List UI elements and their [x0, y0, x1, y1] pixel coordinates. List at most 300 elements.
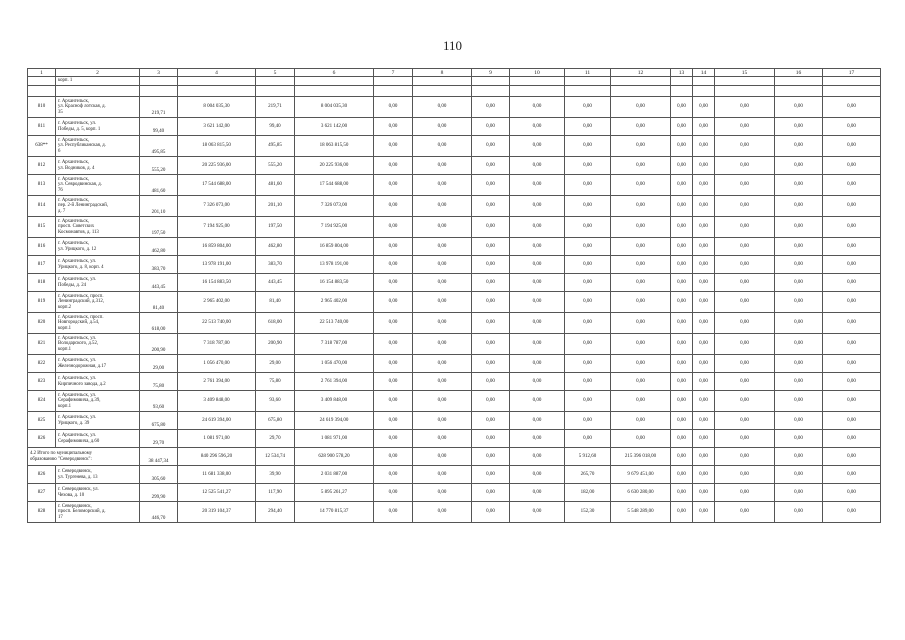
address-cell: г. Архангельск, ул. Урицкого, д. 39 [56, 412, 140, 430]
area-cell: 618,00 [140, 313, 178, 334]
value-cell: 0,00 [374, 217, 413, 238]
value-cell: 0,00 [715, 196, 775, 217]
value-cell: 17 544 688,00 [178, 175, 256, 196]
column-number: 16 [775, 69, 823, 77]
value-cell: 0,00 [775, 97, 823, 118]
address-cell: г. Архангельск, ул. Водников, д. 4 [56, 157, 140, 175]
table-cell [611, 77, 671, 86]
value-cell: 0,00 [510, 274, 565, 292]
value-cell: 0,00 [775, 430, 823, 448]
column-number: 2 [56, 69, 140, 77]
value-cell: 0,00 [472, 373, 510, 391]
value-cell: 2 761 394,00 [178, 373, 256, 391]
value-cell: 0,00 [510, 292, 565, 313]
table-row [28, 334, 881, 355]
value-cell: 0,00 [510, 412, 565, 430]
area-cell: 81,40 [140, 292, 178, 313]
table-cell [178, 86, 256, 97]
value-cell: 0,00 [565, 196, 611, 217]
value-cell: 0,00 [374, 292, 413, 313]
value-cell: 0,00 [510, 430, 565, 448]
value-cell: 8 004 035,30 [178, 97, 256, 118]
value-cell: 0,00 [374, 136, 413, 157]
address-cell: г. Архангельск, ул. Победы, д. 24 [56, 274, 140, 292]
value-cell: 0,00 [472, 274, 510, 292]
value-cell: 0,00 [611, 430, 671, 448]
value-cell: 20 225 936,00 [178, 157, 256, 175]
table-row [28, 97, 881, 118]
value-cell: 0,00 [510, 466, 565, 484]
table-cell [140, 86, 178, 97]
value-cell: 0,00 [565, 217, 611, 238]
value-cell: 0,00 [510, 391, 565, 412]
row-id: 811 [28, 118, 56, 136]
address-cell: г. Архангельск, просп. Ленинградский, д.312, корп.2 [56, 292, 140, 313]
row-id: 820 [28, 313, 56, 334]
value-cell: 0,00 [611, 97, 671, 118]
value-cell: 0,00 [611, 175, 671, 196]
area-cell: 200,90 [140, 334, 178, 355]
value-cell: 0,00 [693, 292, 715, 313]
address-cell: г. Архангельск, ул. Севродвинская, д. 76 [56, 175, 140, 196]
address-cell: г. Северодвинск, просп. Беломорский, д. 17 [56, 502, 140, 523]
value-cell: 13 978 191,00 [295, 256, 374, 274]
table-row [28, 502, 881, 523]
value-cell: 0,00 [374, 466, 413, 484]
table-row [28, 484, 881, 502]
value-cell: 0,00 [693, 97, 715, 118]
value-cell: 0,00 [413, 196, 472, 217]
value-cell: 0,00 [693, 238, 715, 256]
value-cell: 2 965 402,00 [295, 292, 374, 313]
value-cell: 0,00 [693, 274, 715, 292]
value-cell: 0,00 [374, 448, 413, 466]
value-cell: 0,00 [775, 136, 823, 157]
value-cell: 0,00 [510, 97, 565, 118]
value-cell: 0,00 [775, 238, 823, 256]
value-cell: 0,00 [472, 175, 510, 196]
value-cell: 0,00 [671, 502, 693, 523]
value-cell: 81,40 [256, 292, 295, 313]
value-cell: 20 225 936,00 [295, 157, 374, 175]
table-row [28, 313, 881, 334]
value-cell: 840 296 596,20 [178, 448, 256, 466]
column-number: 12 [611, 69, 671, 77]
value-cell: 0,00 [715, 430, 775, 448]
value-cell: 0,00 [775, 412, 823, 430]
value-cell: 0,00 [413, 136, 472, 157]
value-cell: 0,00 [611, 355, 671, 373]
blank-row [28, 86, 881, 97]
value-cell: 462,80 [256, 238, 295, 256]
value-cell: 0,00 [715, 256, 775, 274]
value-cell: 0,00 [611, 373, 671, 391]
value-cell: 0,00 [413, 448, 472, 466]
area-cell: 675,80 [140, 412, 178, 430]
value-cell: 0,00 [715, 175, 775, 196]
row-id: 826 [28, 466, 56, 484]
table-cell [510, 86, 565, 97]
table-cell [823, 86, 881, 97]
value-cell: 0,00 [510, 373, 565, 391]
column-number: 1 [28, 69, 56, 77]
value-cell: 0,00 [775, 313, 823, 334]
value-cell: 22 513 740,00 [295, 313, 374, 334]
value-cell: 0,00 [775, 175, 823, 196]
column-number: 5 [256, 69, 295, 77]
value-cell: 0,00 [823, 412, 881, 430]
row-id: 822 [28, 355, 56, 373]
value-cell: 0,00 [671, 412, 693, 430]
value-cell: 675,80 [256, 412, 295, 430]
value-cell: 5 895 261,27 [295, 484, 374, 502]
value-cell: 0,00 [693, 355, 715, 373]
value-cell: 3 621 142,00 [295, 118, 374, 136]
value-cell: 29,00 [256, 355, 295, 373]
value-cell: 0,00 [823, 136, 881, 157]
table-cell [715, 86, 775, 97]
row-id: 826 [28, 430, 56, 448]
data-table [27, 68, 881, 523]
value-cell: 13 978 191,00 [178, 256, 256, 274]
table-cell [611, 86, 671, 97]
row-id: 825 [28, 412, 56, 430]
value-cell: 0,00 [374, 175, 413, 196]
value-cell: 0,00 [472, 136, 510, 157]
value-cell: 0,00 [693, 313, 715, 334]
value-cell: 383,70 [256, 256, 295, 274]
value-cell: 0,00 [823, 292, 881, 313]
value-cell: 0,00 [472, 157, 510, 175]
value-cell: 0,00 [693, 196, 715, 217]
value-cell: 0,00 [693, 448, 715, 466]
value-cell: 0,00 [715, 118, 775, 136]
value-cell: 0,00 [472, 448, 510, 466]
value-cell: 0,00 [775, 292, 823, 313]
value-cell: 0,00 [671, 448, 693, 466]
table-row [28, 466, 881, 484]
table-row [28, 238, 881, 256]
table-cell [823, 77, 881, 86]
value-cell: 0,00 [693, 256, 715, 274]
table-row [28, 136, 881, 157]
value-cell: 0,00 [715, 292, 775, 313]
value-cell: 6 630 280,00 [611, 484, 671, 502]
value-cell: 0,00 [775, 217, 823, 238]
table-cell [413, 86, 472, 97]
table-cell [295, 77, 374, 86]
address-cell: г. Архангельск, ул. Республиканская, д. 6 [56, 136, 140, 157]
value-cell: 16 859 804,00 [178, 238, 256, 256]
address-cell: г. Северодвинск, ул. Чехова, д. 10 [56, 484, 140, 502]
value-cell: 0,00 [671, 292, 693, 313]
continuation-row [28, 77, 881, 86]
address-cell: г. Архангельск, ул. Урицкого, д. 8, корп. 4 [56, 256, 140, 274]
value-cell: 0,00 [693, 136, 715, 157]
value-cell: 0,00 [413, 334, 472, 355]
value-cell: 0,00 [715, 274, 775, 292]
value-cell: 0,00 [715, 355, 775, 373]
value-cell: 0,00 [693, 373, 715, 391]
value-cell: 1 081 971,00 [295, 430, 374, 448]
address-cell: г. Архангельск, ул. Урицкого, д. 12 [56, 238, 140, 256]
value-cell: 0,00 [823, 157, 881, 175]
table-row [28, 196, 881, 217]
row-id: 819 [28, 292, 56, 313]
table-cell [775, 86, 823, 97]
value-cell: 0,00 [611, 196, 671, 217]
table-cell [140, 77, 178, 86]
value-cell: 0,00 [413, 466, 472, 484]
value-cell: 0,00 [510, 355, 565, 373]
value-cell: 0,00 [671, 355, 693, 373]
table-cell [56, 86, 140, 97]
table-cell [715, 77, 775, 86]
column-number: 9 [472, 69, 510, 77]
value-cell: 0,00 [413, 97, 472, 118]
value-cell: 0,00 [693, 484, 715, 502]
value-cell: 7 318 787,00 [295, 334, 374, 355]
value-cell: 0,00 [472, 118, 510, 136]
value-cell: 0,00 [413, 274, 472, 292]
table-cell [374, 77, 413, 86]
value-cell: 265,70 [565, 466, 611, 484]
value-cell: 0,00 [715, 373, 775, 391]
value-cell: 0,00 [374, 373, 413, 391]
value-cell: 200,90 [256, 334, 295, 355]
value-cell: 0,00 [671, 313, 693, 334]
value-cell: 0,00 [565, 157, 611, 175]
value-cell: 197,50 [256, 217, 295, 238]
value-cell: 0,00 [510, 502, 565, 523]
value-cell: 0,00 [775, 484, 823, 502]
table-cell [472, 86, 510, 97]
value-cell: 0,00 [472, 355, 510, 373]
table-cell [775, 77, 823, 86]
table-row [28, 355, 881, 373]
address-cell: корп. 1 [56, 77, 140, 86]
value-cell: 20 319 104,37 [178, 502, 256, 523]
row-id: 810 [28, 97, 56, 118]
table-cell [256, 86, 295, 97]
value-cell: 0,00 [472, 502, 510, 523]
value-cell: 0,00 [715, 448, 775, 466]
value-cell: 0,00 [413, 391, 472, 412]
table-row [28, 175, 881, 196]
table-cell [374, 86, 413, 97]
value-cell: 0,00 [775, 274, 823, 292]
value-cell: 0,00 [565, 334, 611, 355]
table-cell [671, 86, 693, 97]
value-cell: 117,90 [256, 484, 295, 502]
value-cell: 0,00 [510, 118, 565, 136]
value-cell: 0,00 [510, 484, 565, 502]
value-cell: 201,10 [256, 196, 295, 217]
value-cell: 0,00 [715, 502, 775, 523]
value-cell: 0,00 [413, 118, 472, 136]
value-cell: 0,00 [413, 292, 472, 313]
column-number: 11 [565, 69, 611, 77]
row-id: 828 [28, 502, 56, 523]
subtotal-label: 4.2 Итого по муниципальному образованию "Северодвинск": [28, 448, 140, 466]
value-cell: 0,00 [823, 355, 881, 373]
address-cell: г. Архангельск, пер. 2-й Ленинградский, д. 7 [56, 196, 140, 217]
table-cell [693, 86, 715, 97]
column-number: 13 [671, 69, 693, 77]
address-cell: г. Архангельск, ул. Железнодорожная, д.17 [56, 355, 140, 373]
value-cell: 0,00 [611, 118, 671, 136]
value-cell: 0,00 [374, 238, 413, 256]
address-cell: г. Архангельск, ул. Кирпичного завода, д.2 [56, 373, 140, 391]
value-cell: 0,00 [472, 412, 510, 430]
value-cell: 0,00 [823, 373, 881, 391]
value-cell: 0,00 [413, 412, 472, 430]
value-cell: 0,00 [565, 412, 611, 430]
value-cell: 24 619 394,00 [295, 412, 374, 430]
value-cell: 2 965 402,00 [178, 292, 256, 313]
value-cell: 0,00 [611, 238, 671, 256]
column-number: 6 [295, 69, 374, 77]
value-cell: 3 621 142,00 [178, 118, 256, 136]
header-row [28, 69, 881, 77]
value-cell: 0,00 [374, 256, 413, 274]
table-row [28, 391, 881, 412]
address-cell: г. Архангельск, ул. Володарского, д.52, корп.1 [56, 334, 140, 355]
value-cell: 0,00 [565, 175, 611, 196]
value-cell: 0,00 [565, 274, 611, 292]
value-cell: 0,00 [823, 97, 881, 118]
value-cell: 5 912,60 [565, 448, 611, 466]
value-cell: 3 409 848,00 [295, 391, 374, 412]
column-number: 7 [374, 69, 413, 77]
value-cell: 0,00 [510, 196, 565, 217]
column-number: 17 [823, 69, 881, 77]
value-cell: 0,00 [671, 430, 693, 448]
area-cell: 38 447,34 [140, 448, 178, 466]
row-id: 817 [28, 256, 56, 274]
value-cell: 0,00 [823, 175, 881, 196]
value-cell: 0,00 [775, 466, 823, 484]
value-cell: 0,00 [565, 430, 611, 448]
table-cell [178, 77, 256, 86]
value-cell: 0,00 [693, 430, 715, 448]
value-cell: 7 194 925,00 [295, 217, 374, 238]
value-cell: 0,00 [715, 157, 775, 175]
value-cell: 0,00 [510, 334, 565, 355]
value-cell: 0,00 [671, 196, 693, 217]
value-cell: 0,00 [565, 118, 611, 136]
row-id: 815 [28, 217, 56, 238]
value-cell: 0,00 [413, 484, 472, 502]
value-cell: 0,00 [671, 118, 693, 136]
area-cell: 75,80 [140, 373, 178, 391]
value-cell: 0,00 [472, 292, 510, 313]
value-cell: 0,00 [693, 391, 715, 412]
row-id: 813 [28, 175, 56, 196]
value-cell: 0,00 [671, 157, 693, 175]
address-cell: г. Северодвинск, ул. Тургенева, д. 13 [56, 466, 140, 484]
value-cell: 0,00 [565, 136, 611, 157]
value-cell: 0,00 [775, 373, 823, 391]
value-cell: 99,40 [256, 118, 295, 136]
value-cell: 0,00 [775, 502, 823, 523]
value-cell: 0,00 [374, 412, 413, 430]
value-cell: 0,00 [413, 355, 472, 373]
value-cell: 0,00 [611, 157, 671, 175]
value-cell: 0,00 [413, 502, 472, 523]
value-cell: 0,00 [565, 313, 611, 334]
value-cell: 0,00 [374, 502, 413, 523]
value-cell: 7 326 073,00 [295, 196, 374, 217]
table-cell [671, 77, 693, 86]
address-cell: г. Архангельск, ул. Красноф лотская, д. 35 [56, 97, 140, 118]
value-cell: 0,00 [671, 175, 693, 196]
value-cell: 0,00 [510, 313, 565, 334]
value-cell: 22 513 740,00 [178, 313, 256, 334]
value-cell: 0,00 [671, 484, 693, 502]
table-cell [295, 86, 374, 97]
value-cell: 294,40 [256, 502, 295, 523]
value-cell: 555,20 [256, 157, 295, 175]
value-cell: 0,00 [374, 274, 413, 292]
value-cell: 0,00 [823, 502, 881, 523]
value-cell: 16 154 883,50 [178, 274, 256, 292]
table-row [28, 373, 881, 391]
value-cell: 7 318 787,00 [178, 334, 256, 355]
value-cell: 0,00 [374, 313, 413, 334]
value-cell: 17 544 688,00 [295, 175, 374, 196]
value-cell: 0,00 [374, 157, 413, 175]
value-cell: 0,00 [715, 217, 775, 238]
value-cell: 0,00 [775, 118, 823, 136]
value-cell: 0,00 [565, 373, 611, 391]
area-cell: 305,60 [140, 466, 178, 484]
table-row [28, 217, 881, 238]
value-cell: 495,85 [256, 136, 295, 157]
column-number: 4 [178, 69, 256, 77]
row-id: 823 [28, 373, 56, 391]
value-cell: 0,00 [693, 118, 715, 136]
value-cell: 0,00 [565, 391, 611, 412]
table-cell [693, 77, 715, 86]
value-cell: 0,00 [611, 256, 671, 274]
value-cell: 0,00 [472, 238, 510, 256]
row-id: 814 [28, 196, 56, 217]
value-cell: 0,00 [775, 196, 823, 217]
value-cell: 0,00 [413, 157, 472, 175]
row-id: 816 [28, 238, 56, 256]
value-cell: 75,80 [256, 373, 295, 391]
column-number: 14 [693, 69, 715, 77]
value-cell: 14 770 815,37 [295, 502, 374, 523]
value-cell: 0,00 [413, 175, 472, 196]
value-cell: 0,00 [823, 484, 881, 502]
area-cell: 299,90 [140, 484, 178, 502]
value-cell: 0,00 [671, 466, 693, 484]
table-cell [256, 77, 295, 86]
value-cell: 0,00 [374, 97, 413, 118]
value-cell: 618,00 [256, 313, 295, 334]
address-cell: г. Архангельск, ул. Серафимовича, д.60 [56, 430, 140, 448]
value-cell: 12 534,74 [256, 448, 295, 466]
value-cell: 0,00 [374, 484, 413, 502]
value-cell: 5 548 289,00 [611, 502, 671, 523]
value-cell: 0,00 [823, 430, 881, 448]
value-cell: 0,00 [823, 274, 881, 292]
column-number: 15 [715, 69, 775, 77]
table-row [28, 118, 881, 136]
value-cell: 0,00 [775, 256, 823, 274]
